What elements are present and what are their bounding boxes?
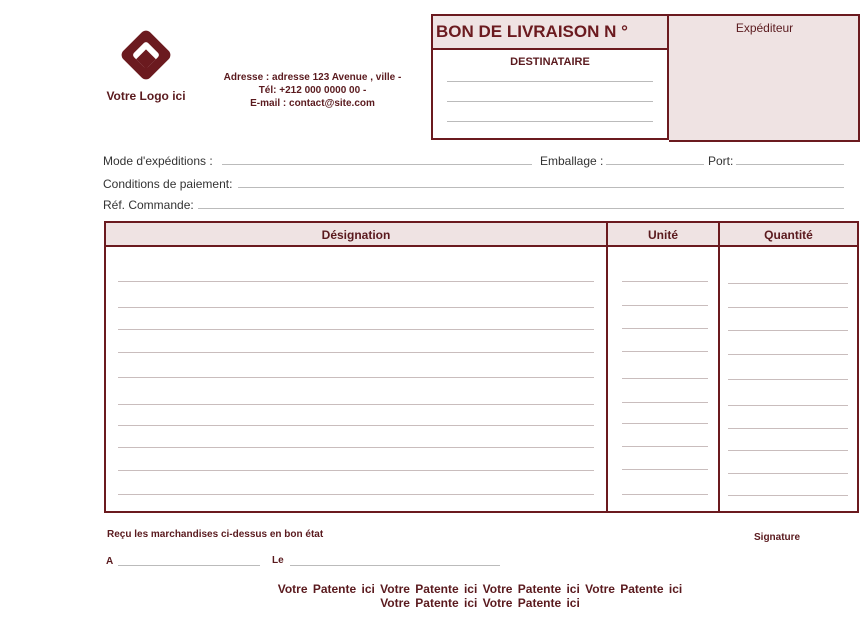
company-address	[205, 71, 420, 110]
unit-row-line[interactable]	[622, 494, 708, 495]
shipping-mode-line[interactable]	[222, 164, 532, 165]
designation-row-line[interactable]	[118, 307, 594, 308]
column-divider	[718, 223, 720, 511]
payment-terms-line[interactable]	[238, 187, 844, 188]
quantity-row-line[interactable]	[728, 495, 848, 496]
designation-row-line[interactable]	[118, 470, 594, 471]
patente-line: Votre Patente ici Votre Patente ici Votre Patente ici Votre Patente ici	[277, 582, 683, 596]
email-line: E-mail : contact@site.com	[250, 98, 375, 109]
quantity-row-line[interactable]	[728, 283, 848, 284]
order-ref-line[interactable]	[198, 208, 844, 209]
unit-row-line[interactable]	[622, 281, 708, 282]
logo-label: Votre Logo ici	[106, 89, 186, 103]
unit-row-line[interactable]	[622, 328, 708, 329]
payment-terms-label: Conditions de paiement:	[103, 177, 233, 191]
place-line[interactable]	[118, 565, 260, 566]
unit-row-line[interactable]	[622, 446, 708, 447]
designation-row-line[interactable]	[118, 377, 594, 378]
quantity-row-line[interactable]	[728, 450, 848, 451]
packaging-line[interactable]	[606, 164, 704, 165]
unit-header: Unité	[648, 228, 678, 242]
recipient-label: DESTINATAIRE	[510, 56, 590, 68]
packaging-label: Emballage :	[540, 154, 604, 168]
quantity-row-line[interactable]	[728, 379, 848, 380]
recipient-line[interactable]	[447, 81, 653, 82]
quantity-row-line[interactable]	[728, 354, 848, 355]
patente-line: Votre Patente ici Votre Patente ici	[380, 596, 580, 610]
date-label: Le	[272, 555, 284, 566]
quantity-row-line[interactable]	[728, 405, 848, 406]
designation-row-line[interactable]	[118, 352, 594, 353]
port-line[interactable]	[736, 164, 844, 165]
designation-row-line[interactable]	[118, 425, 594, 426]
designation-row-line[interactable]	[118, 447, 594, 448]
unit-row-line[interactable]	[622, 351, 708, 352]
designation-row-line[interactable]	[118, 404, 594, 405]
receipt-statement: Reçu les marchandises ci-dessus en bon état	[107, 529, 324, 540]
unit-row-line[interactable]	[622, 378, 708, 379]
place-label: A	[106, 556, 114, 567]
recipient-line[interactable]	[447, 101, 653, 102]
quantity-row-line[interactable]	[728, 330, 848, 331]
date-line[interactable]	[290, 565, 500, 566]
quantity-header: Quantité	[764, 228, 813, 242]
phone-line: Tél: +212 000 0000 00 -	[258, 85, 367, 96]
unit-row-line[interactable]	[622, 305, 708, 306]
address-line: Adresse : adresse 123 Avenue , ville -	[223, 72, 402, 83]
designation-row-line[interactable]	[118, 329, 594, 330]
unit-row-line[interactable]	[622, 469, 708, 470]
designation-row-line[interactable]	[118, 494, 594, 495]
recipient-line[interactable]	[447, 121, 653, 122]
order-ref-label: Réf. Commande:	[103, 198, 194, 212]
column-divider	[606, 223, 608, 511]
shipping-mode-label: Mode d'expéditions :	[103, 154, 213, 168]
sender-label: Expéditeur	[735, 21, 794, 35]
designation-row-line[interactable]	[118, 281, 594, 282]
unit-row-line[interactable]	[622, 402, 708, 403]
logo-icon	[100, 25, 192, 87]
designation-header: Désignation	[321, 228, 391, 242]
unit-row-line[interactable]	[622, 423, 708, 424]
signature-label: Signature	[754, 532, 801, 543]
quantity-row-line[interactable]	[728, 307, 848, 308]
quantity-row-line[interactable]	[728, 428, 848, 429]
document-title: BON DE LIVRAISON N °	[433, 16, 667, 50]
port-label: Port:	[708, 154, 734, 168]
quantity-row-line[interactable]	[728, 473, 848, 474]
